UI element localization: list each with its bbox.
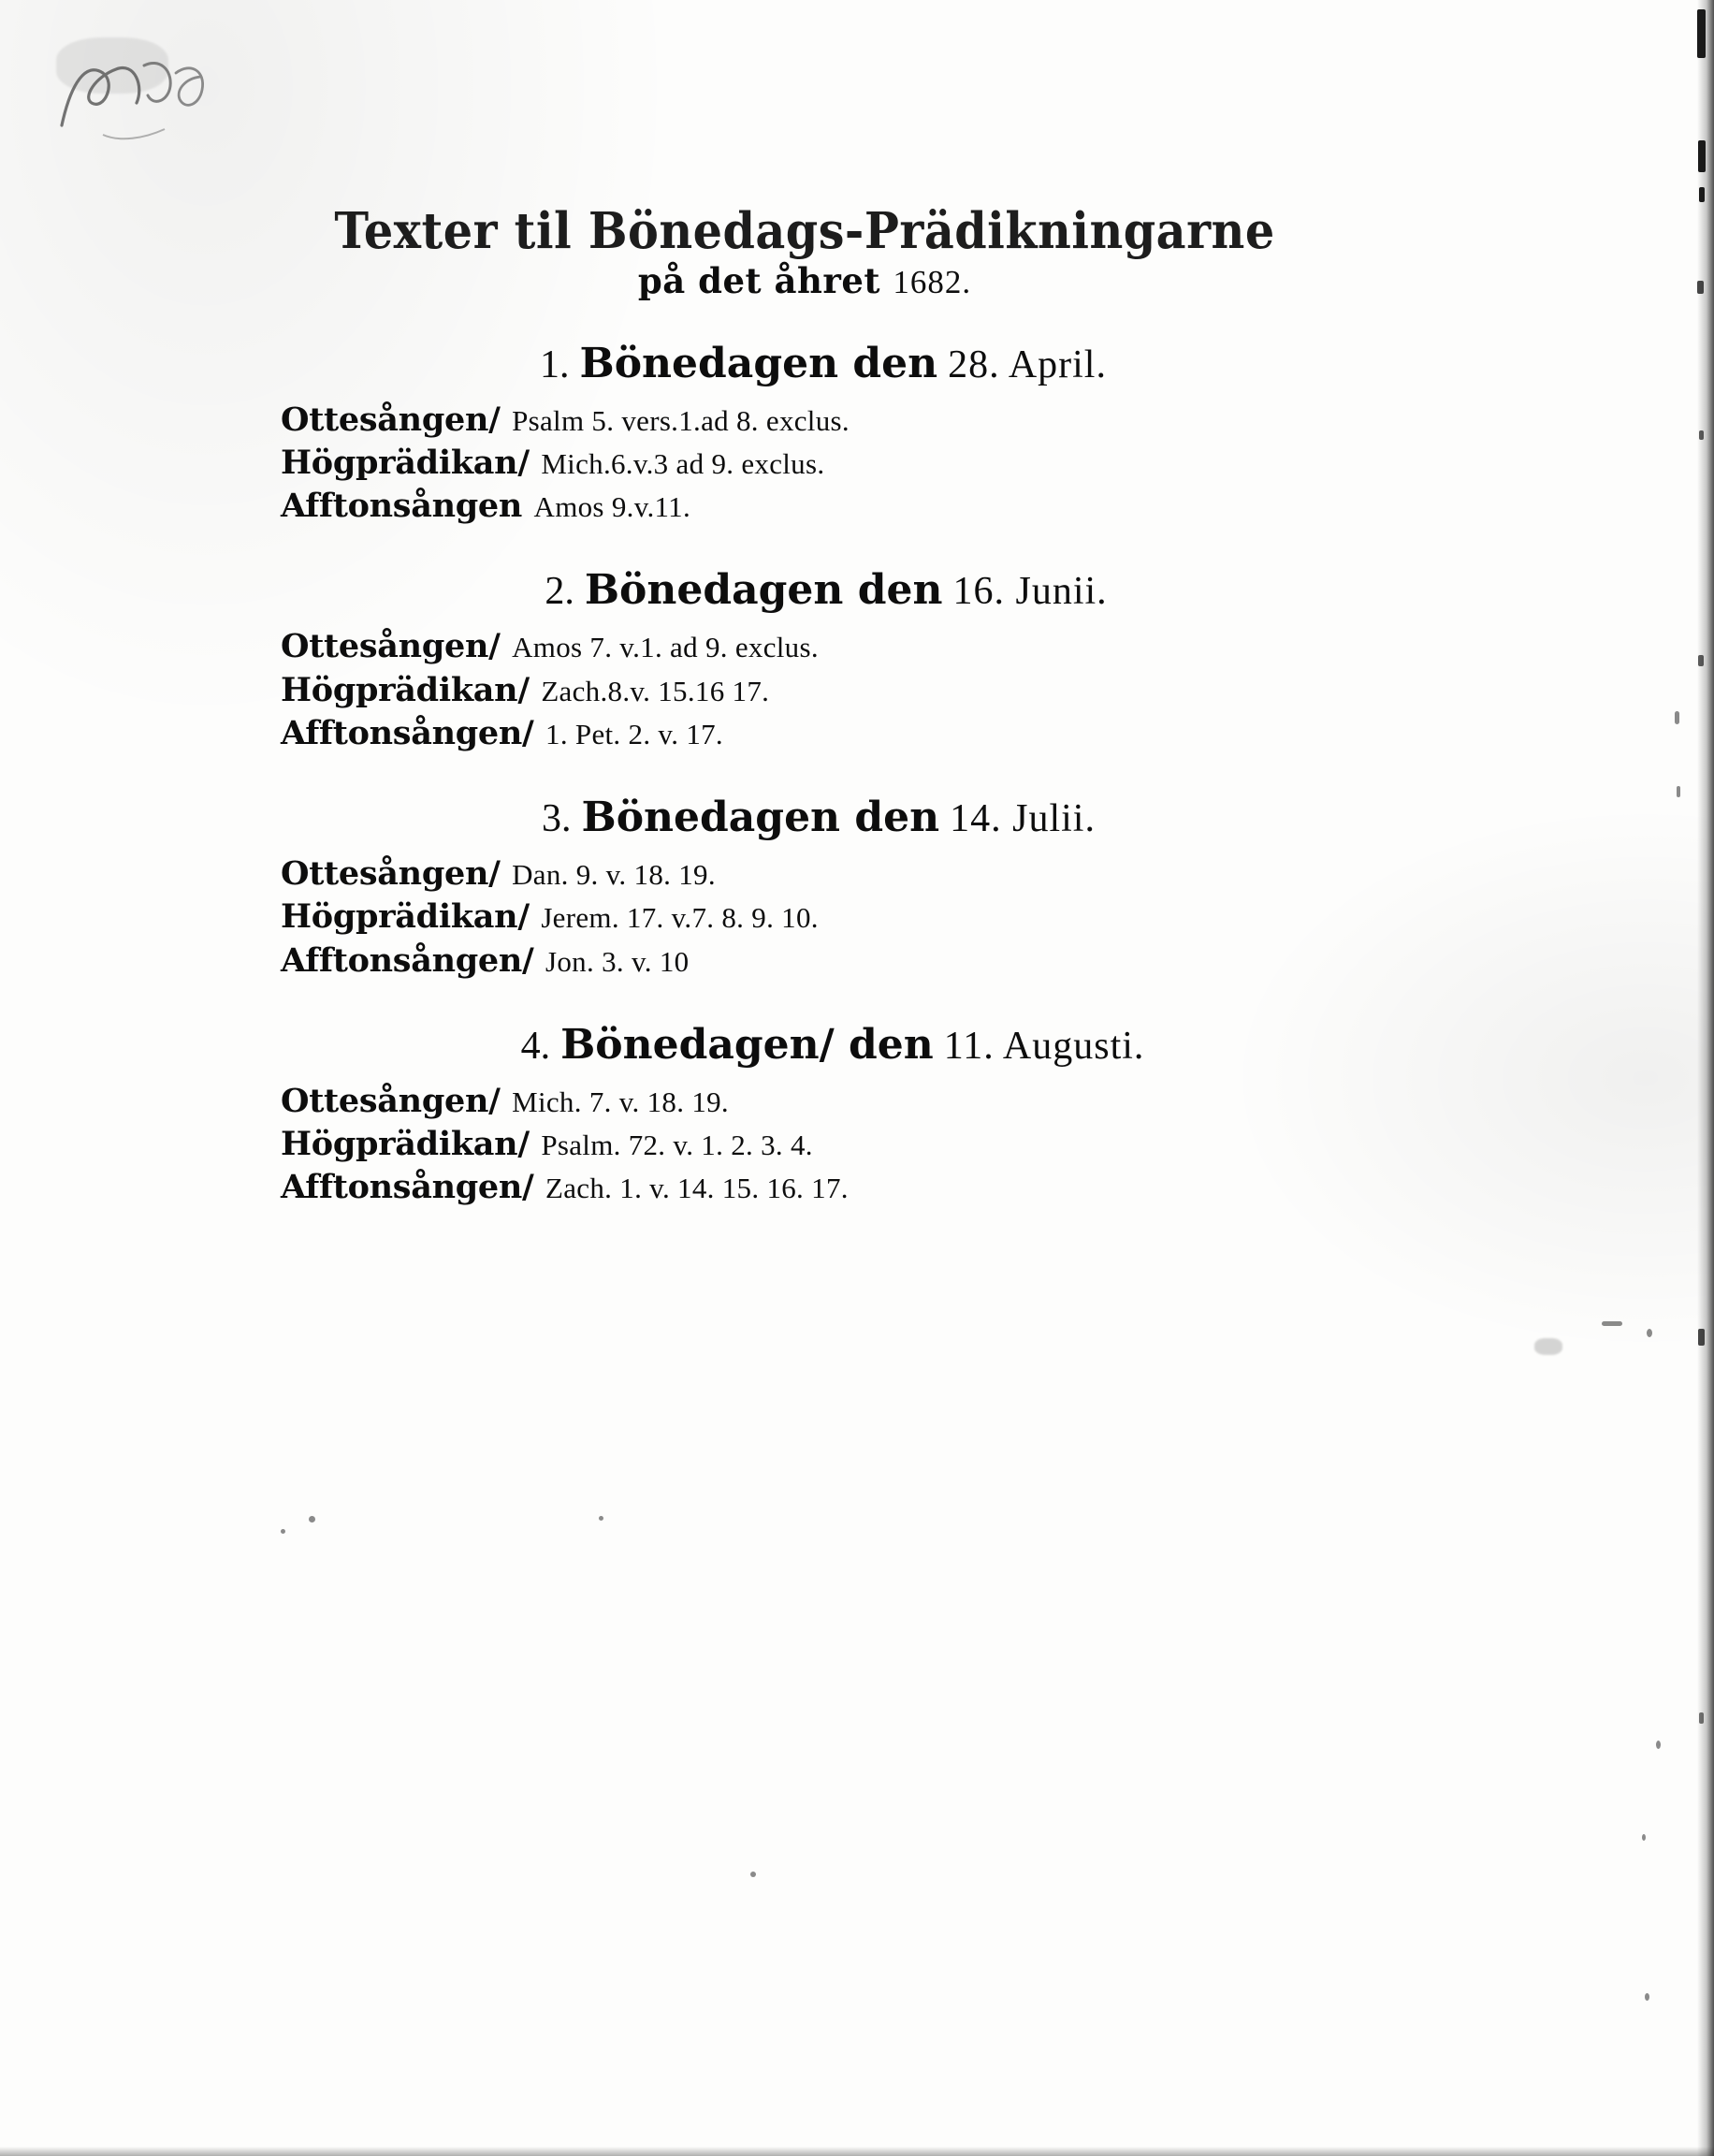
- section-keyword: Bönedagen den: [579, 339, 938, 387]
- service-name: Afftonsången/: [281, 940, 534, 980]
- prayer-day-section: [281, 1020, 1329, 1210]
- section-number: 2.: [545, 570, 574, 614]
- section-number: 4.: [520, 1024, 551, 1068]
- section-date: 28. April.: [948, 342, 1107, 386]
- scripture-reference: Jerem. 17. v.7. 8. 9. 10.: [541, 901, 819, 935]
- service-entry: [281, 625, 1329, 668]
- document-title-block: [281, 202, 1329, 302]
- service-entry-list: [281, 1080, 1329, 1210]
- service-entry: [281, 669, 1329, 712]
- scripture-reference: Dan. 9. v. 18. 19.: [512, 858, 716, 892]
- service-entry: [281, 485, 1329, 528]
- page-title: Texter til Bönedags-Prädikningarne: [334, 202, 1275, 260]
- service-name: Högprädikan/: [281, 1125, 530, 1164]
- service-name: Afftonsången/: [281, 713, 534, 752]
- scripture-reference: Amos 7. v.1. ad 9. exclus.: [512, 631, 819, 664]
- page-subtitle-year: 1682.: [893, 264, 972, 301]
- section-keyword: Bönedagen den: [584, 566, 943, 615]
- scripture-reference: Jon. 3. v. 10: [545, 944, 690, 978]
- section-heading: [281, 339, 1329, 387]
- service-name: Afftonsången: [281, 487, 523, 526]
- service-name: Högprädikan/: [281, 897, 530, 937]
- service-entry: [281, 712, 1329, 755]
- service-entry-list: [281, 399, 1329, 529]
- page-subtitle: [281, 262, 1329, 301]
- scripture-reference: Zach. 1. v. 14. 15. 16. 17.: [545, 1172, 849, 1205]
- service-name: Ottesången/: [281, 627, 501, 666]
- service-entry: [281, 940, 1329, 983]
- section-number: 3.: [542, 797, 572, 841]
- section-keyword: Bönedagen den: [581, 794, 940, 842]
- service-name: Högprädikan/: [281, 670, 530, 709]
- service-entry: [281, 1123, 1329, 1166]
- page-subtitle-text: på det åhret: [637, 260, 880, 302]
- service-entry-list: [281, 625, 1329, 755]
- section-number: 1.: [540, 342, 570, 386]
- service-entry: [281, 1166, 1329, 1209]
- scripture-reference: Amos 9.v.11.: [533, 490, 691, 524]
- section-heading: [281, 1020, 1329, 1069]
- document-body: [281, 202, 1329, 1210]
- service-entry: [281, 1080, 1329, 1123]
- service-entry: [281, 399, 1329, 442]
- service-entry-list: [281, 852, 1329, 983]
- service-name: Afftonsången/: [281, 1168, 534, 1207]
- scripture-reference: Psalm. 72. v. 1. 2. 3. 4.: [541, 1129, 813, 1162]
- scan-edge-marks: [1697, 0, 1707, 2156]
- service-name: Ottesången/: [281, 1081, 501, 1120]
- section-date: 14. Julii.: [950, 797, 1096, 841]
- prayer-day-section: [281, 796, 1329, 983]
- section-heading: [281, 794, 1329, 842]
- section-keyword: Bönedagen/ den: [560, 1020, 934, 1069]
- section-date: 11. Augusti.: [943, 1024, 1145, 1068]
- scripture-reference: Zach.8.v. 15.16 17.: [541, 674, 770, 707]
- scripture-reference: Mich.6.v.3 ad 9. exclus.: [541, 446, 825, 480]
- scripture-reference: Psalm 5. vers.1.ad 8. exclus.: [512, 403, 850, 437]
- prayer-day-section: [281, 339, 1329, 529]
- prayer-day-section: [281, 566, 1329, 755]
- service-name: Ottesången/: [281, 854, 501, 894]
- service-name: Ottesången/: [281, 400, 501, 439]
- section-date: 16. Junii.: [952, 570, 1108, 614]
- section-heading: [281, 566, 1329, 615]
- scripture-reference: Mich. 7. v. 18. 19.: [512, 1085, 729, 1118]
- service-name: Högprädikan/: [281, 443, 530, 482]
- service-entry: [281, 896, 1329, 939]
- scripture-reference: 1. Pet. 2. v. 17.: [545, 717, 723, 750]
- service-entry: [281, 852, 1329, 896]
- scan-edge-bottom: [0, 2147, 1714, 2156]
- service-entry: [281, 442, 1329, 485]
